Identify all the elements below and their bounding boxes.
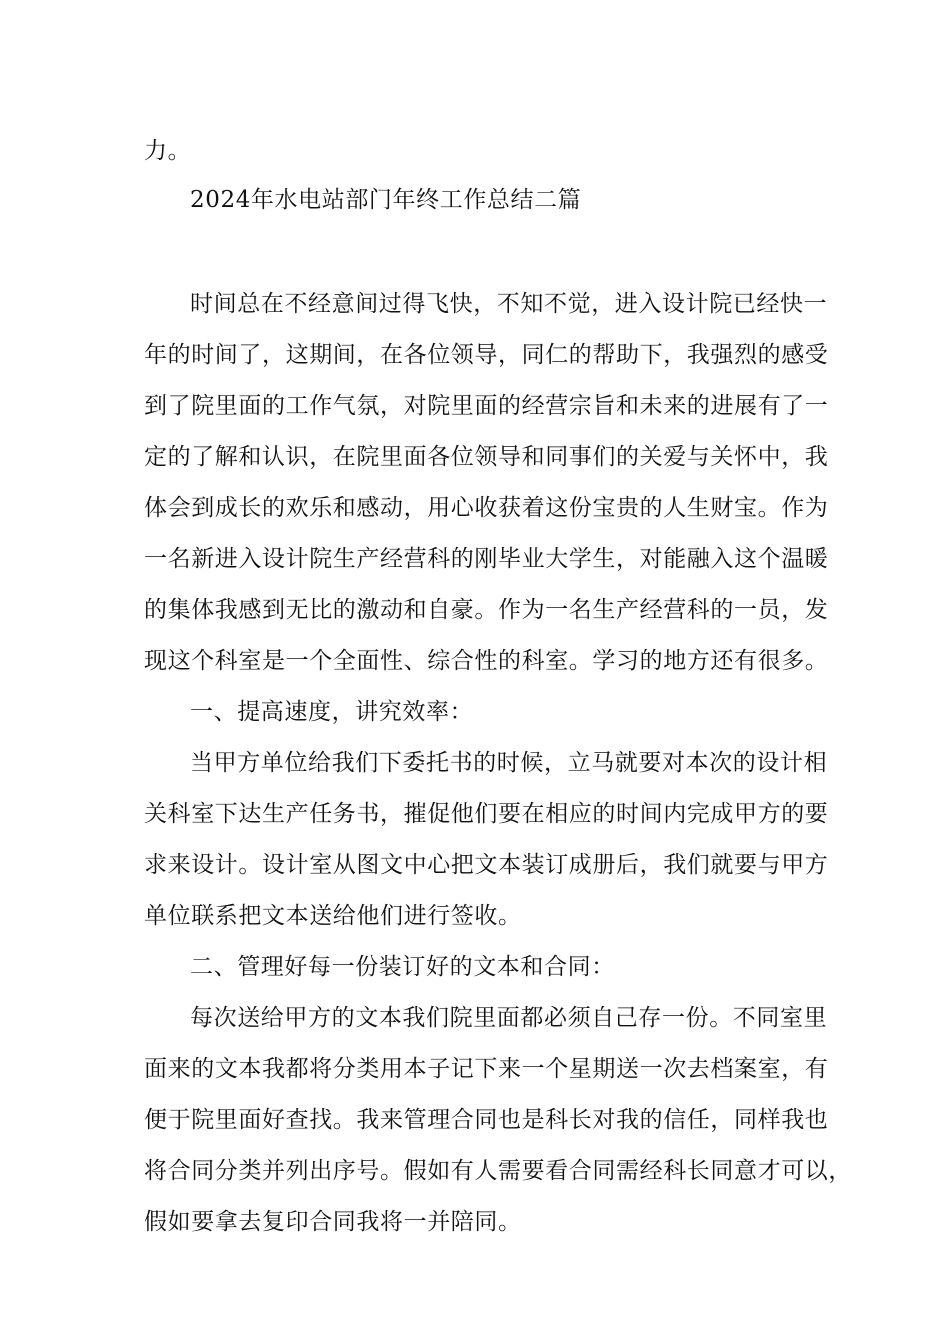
text-line-continuation: 力。: [144, 138, 192, 164]
paragraph-line: 假如要拿去复印合同我将一并陪同。: [144, 1209, 522, 1235]
paragraph-line: 面来的文本我都将分类用本子记下来一个星期送一次去档案室，有: [144, 1056, 829, 1082]
paragraph-line: 年的时间了，这期间，在各位领导，同仁的帮助下，我强烈的感受: [144, 342, 829, 368]
paragraph-line: 求来设计。设计室从图文中心把文本装订成册后，我们就要与甲方: [144, 852, 829, 878]
paragraph-line: 时间总在不经意间过得飞快，不知不觉，进入设计院已经快一: [190, 291, 828, 317]
paragraph-line: 便于院里面好查找。我来管理合同也是科长对我的信任，同样我也: [144, 1107, 829, 1133]
paragraph-line: 的集体我感到无比的激动和自豪。作为一名生产经营科的一员，发: [144, 597, 829, 623]
paragraph-line: 单位联系把文本送给他们进行签收。: [144, 903, 522, 929]
paragraph-line: 体会到成长的欢乐和感动，用心收获着这份宝贵的人生财宝。作为: [144, 495, 829, 521]
paragraph-line: 将合同分类并列出序号。假如有人需要看合同需经科长同意才可以，: [144, 1158, 852, 1184]
paragraph-line: 定的了解和认识，在院里面各位领导和同事们的关爱与关怀中，我: [144, 444, 829, 470]
paragraph-line: 现这个科室是一个全面性、综合性的科室。学习的地方还有很多。: [144, 648, 829, 674]
document-title: 2024年水电站部门年终工作总结二篇: [190, 187, 582, 213]
paragraph-line: 当甲方单位给我们下委托书的时候，立马就要对本次的设计相: [190, 750, 828, 776]
paragraph-line: 关科室下达生产任务书，摧促他们要在相应的时间内完成甲方的要: [144, 801, 829, 827]
paragraph-line: 每次送给甲方的文本我们院里面都必须自己存一份。不同室里: [190, 1005, 828, 1031]
section-heading: 二、管理好每一份装订好的文本和合同：: [190, 954, 615, 980]
paragraph-line: 一名新进入设计院生产经营科的刚毕业大学生，对能融入这个温暖: [144, 546, 829, 572]
paragraph-line: 到了院里面的工作气氛，对院里面的经营宗旨和未来的进展有了一: [144, 393, 829, 419]
section-heading: 一、提高速度，讲究效率：: [190, 699, 474, 725]
